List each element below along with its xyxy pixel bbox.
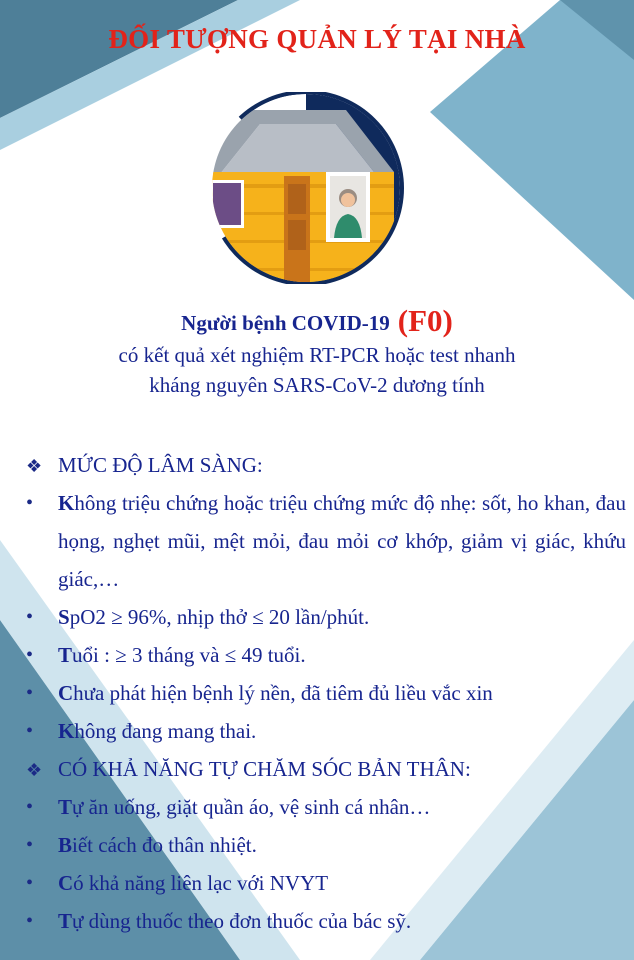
house-illustration (198, 92, 414, 284)
bullet-icon: • (26, 682, 34, 704)
list-item-text: Biết cách đo thân nhiệt. (58, 833, 257, 857)
diamond-bullet-icon: ❖ (26, 760, 43, 780)
list-item (26, 674, 626, 712)
list-item (26, 598, 626, 636)
bullet-icon: • (26, 644, 34, 666)
f0-tag: (F0) (397, 303, 453, 338)
bullet-icon: • (26, 834, 34, 856)
patient-label: Người bệnh COVID-19 (181, 311, 390, 335)
page-title: ĐỐI TƯỢNG QUẢN LÝ TẠI NHÀ (108, 24, 526, 54)
list-item-text: Không triệu chứng hoặc triệu chứng mức độ nhẹ: sốt, ho khan, đau họng, nghẹt mũi, mệt mỏi, đau mỏi cơ khớp, giảm vị giác, khứu giác,… (58, 491, 626, 591)
section-heading-text: CÓ KHẢ NĂNG TỰ CHĂM SÓC BẢN THÂN: (58, 757, 471, 781)
intro-line-1 (0, 304, 634, 340)
list-item (26, 902, 626, 940)
list-item (26, 484, 626, 598)
list-item-text: Tự dùng thuốc theo đơn thuốc của bác sỹ. (58, 909, 412, 933)
intro (0, 304, 634, 400)
section-heading-text: MỨC ĐỘ LÂM SÀNG: (58, 453, 263, 477)
bullet-icon: • (26, 872, 34, 894)
bullet-icon: • (26, 796, 34, 818)
list-item-text: Không đang mang thai. (58, 719, 257, 743)
list-item (26, 864, 626, 902)
list-item-text: Tuổi : ≥ 3 tháng và ≤ 49 tuổi. (58, 643, 306, 667)
bullet-icon: • (26, 910, 34, 932)
list-item (26, 636, 626, 674)
section-heading-selfcare (26, 750, 626, 788)
list-item-text: Chưa phát hiện bệnh lý nền, đã tiêm đủ liều vắc xin (58, 681, 493, 705)
criteria-list (26, 446, 626, 940)
list-item-text: SpO2 ≥ 96%, nhịp thở ≤ 20 lần/phút. (58, 605, 370, 629)
intro-line-2: có kết quả xét nghiệm RT-PCR hoặc test nhanh (118, 343, 516, 367)
list-item (26, 826, 626, 864)
section-heading-clinical (26, 446, 626, 484)
list-item (26, 788, 626, 826)
list-item-text: Tự ăn uống, giặt quần áo, vệ sinh cá nhân… (58, 795, 431, 819)
diamond-bullet-icon: ❖ (26, 456, 43, 476)
bullet-icon: • (26, 606, 34, 628)
bullet-icon: • (26, 720, 34, 742)
list-item-text: Có khả năng liên lạc với NVYT (58, 871, 329, 895)
bullet-icon: • (26, 492, 34, 514)
list-item (26, 712, 626, 750)
intro-line-3: kháng nguyên SARS-CoV-2 dương tính (149, 373, 485, 397)
